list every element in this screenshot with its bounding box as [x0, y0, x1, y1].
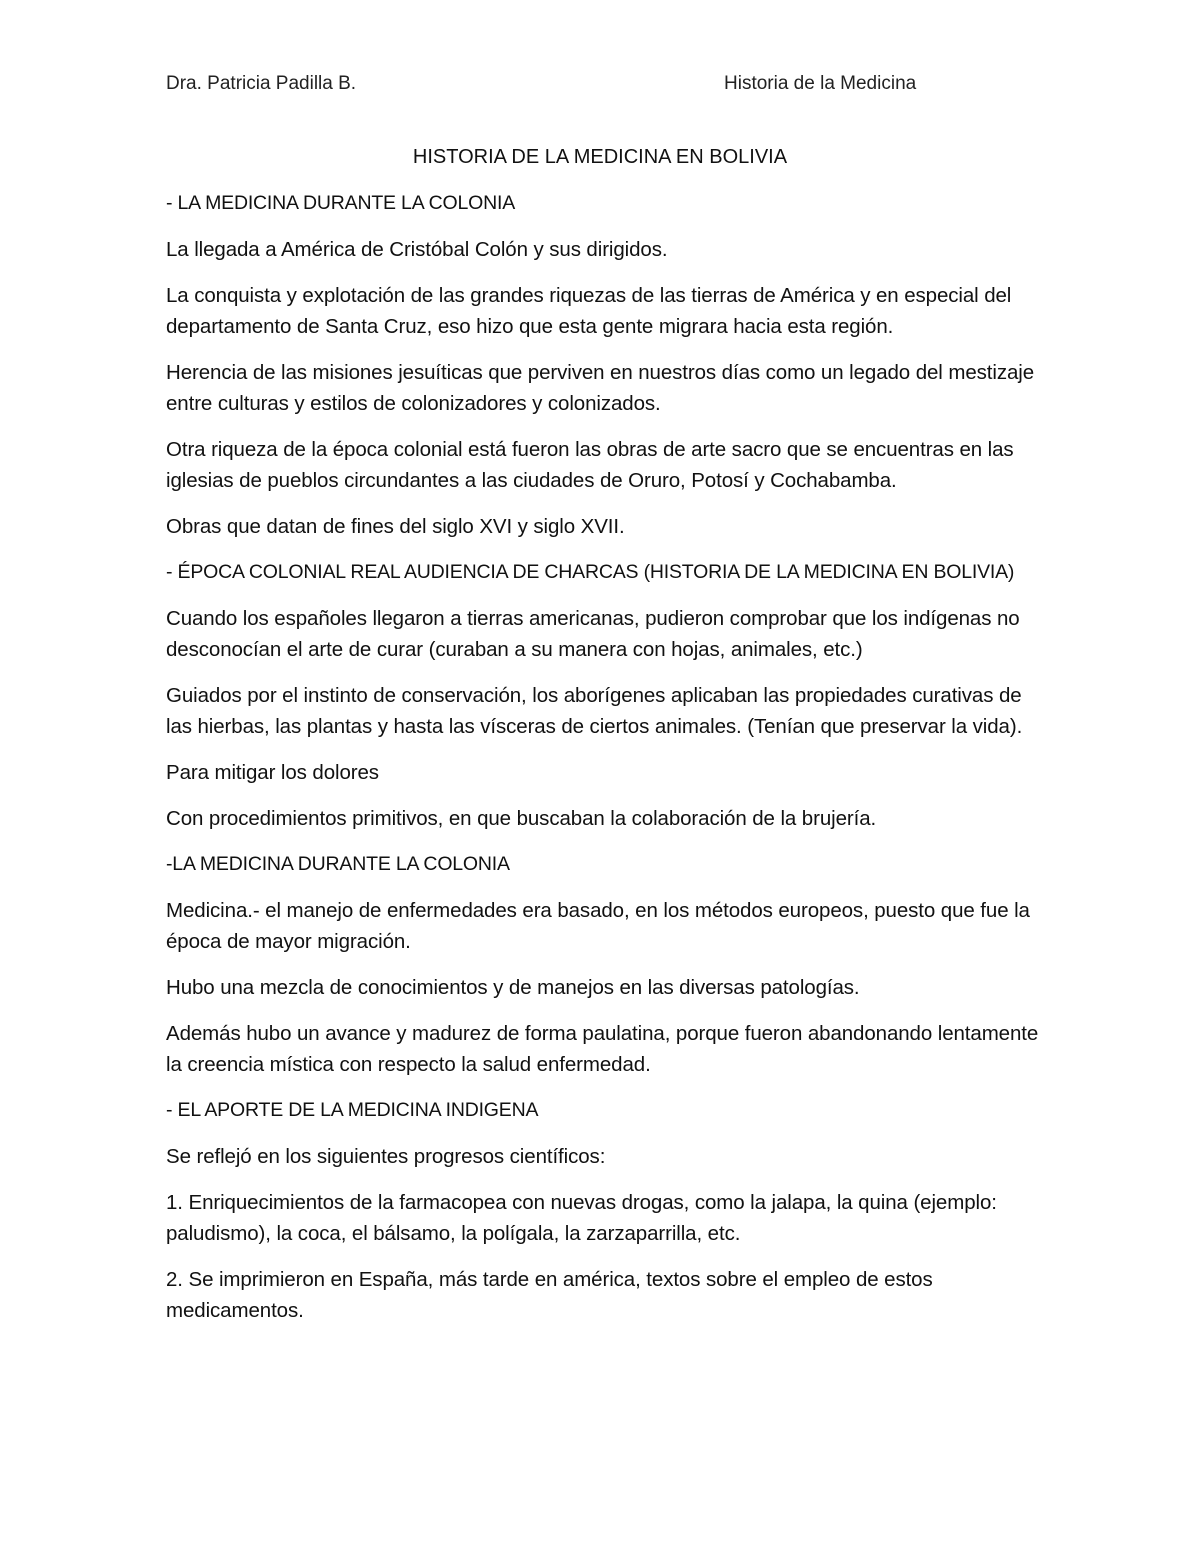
- paragraph: Además hubo un avance y madurez de forma paulatina, porque fueron abandonando lentamente la creencia mística con respecto la salud enfermedad.: [166, 1022, 1039, 1076]
- paragraph: Medicina.- el manejo de enfermedades era basado, en los métodos europeos, puesto que fue la época de mayor migración.: [166, 899, 1030, 953]
- paragraph: La llegada a América de Cristóbal Colón y sus dirigidos.: [166, 238, 668, 261]
- list-item: 2. Se imprimieron en España, más tarde en américa, textos sobre el empleo de estos medicamentos.: [166, 1268, 933, 1322]
- document-title: HISTORIA DE LA MEDICINA EN BOLIVIA: [412, 146, 788, 168]
- paragraph: La conquista y explotación de las grandes riquezas de las tierras de América y en especial del departamento de Santa Cruz, eso hizo que esta gente migrara hacia esta región.: [166, 284, 1012, 338]
- header-course: Historia de la Medicina: [724, 73, 917, 94]
- list-item: 1. Enriquecimientos de la farmacopea con nuevas drogas, como la jalapa, la quina (ejemplo: paludismo), la coca, el bálsamo, la polígala, la zarzaparrilla, etc.: [166, 1191, 997, 1245]
- paragraph: Con procedimientos primitivos, en que buscaban la colaboración de la brujería.: [166, 807, 877, 830]
- header-author: Dra. Patricia Padilla B.: [166, 73, 357, 94]
- paragraph: Cuando los españoles llegaron a tierras americanas, pudieron comprobar que los indígenas no desconocían el arte de curar (curaban a su manera con hojas, animales, etc.): [166, 607, 1020, 661]
- paragraph: Se reflejó en los siguientes progresos científicos:: [166, 1145, 606, 1168]
- document-body: [166, 188, 1046, 1341]
- page-header: [166, 73, 926, 97]
- section-heading: - LA MEDICINA DURANTE LA COLONIA: [166, 192, 516, 214]
- section-heading: - EL APORTE DE LA MEDICINA INDIGENA: [166, 1099, 539, 1121]
- paragraph: Para mitigar los dolores: [166, 761, 379, 784]
- paragraph: Otra riqueza de la época colonial está fueron las obras de arte sacro que se encuentras en las iglesias de pueblos circundantes a las ciudades de Oruro, Potosí y Cochabamba.: [166, 438, 1014, 492]
- section-heading: -LA MEDICINA DURANTE LA COLONIA: [166, 853, 510, 875]
- paragraph: Hubo una mezcla de conocimientos y de manejos en las diversas patologías.: [166, 976, 860, 999]
- paragraph: Guiados por el instinto de conservación, los aborígenes aplicaban las propiedades curativas de las hierbas, las plantas y hasta las vísceras de ciertos animales. (Tenían que preservar la vida).: [166, 684, 1023, 738]
- section-heading: - ÉPOCA COLONIAL REAL AUDIENCIA DE CHARCAS (HISTORIA DE LA MEDICINA EN BOLIVIA): [166, 561, 1015, 583]
- paragraph: Herencia de las misiones jesuíticas que perviven en nuestros días como un legado del mestizaje entre culturas y estilos de colonizadores y colonizados.: [166, 361, 1035, 415]
- paragraph: Obras que datan de fines del siglo XVI y siglo XVII.: [166, 515, 625, 538]
